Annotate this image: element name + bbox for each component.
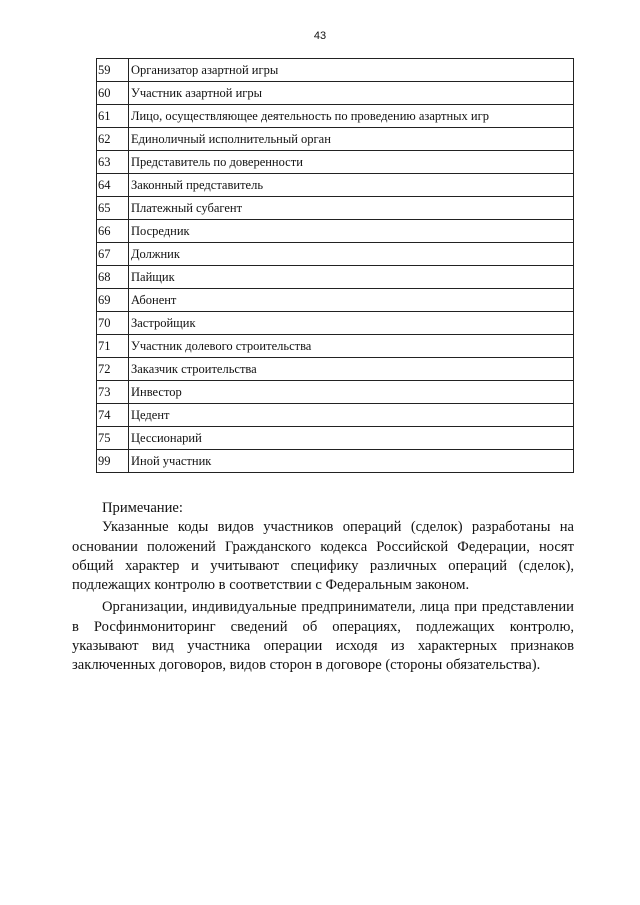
participant-description: Единоличный исполнительный орган <box>129 128 574 151</box>
table-row <box>97 312 574 335</box>
participant-code: 75 <box>97 427 129 450</box>
participant-code: 64 <box>97 174 129 197</box>
participant-description: Лицо, осуществляющее деятельность по проведению азартных игр <box>129 105 574 128</box>
note-paragraph-1: Указанные коды видов участников операций (сделок) разработаны на основании положений Гражданского кодекса Российской Федерации, носят общий характер и учитывают специфику различных операций (сделок), подлежащих контролю в соответствии с Федеральным законом. <box>72 519 574 594</box>
participant-code: 69 <box>97 289 129 312</box>
participant-description: Законный представитель <box>129 174 574 197</box>
table-row <box>97 105 574 128</box>
participant-description: Цедент <box>129 404 574 427</box>
table-row <box>97 358 574 381</box>
table-row <box>97 404 574 427</box>
participant-description: Организатор азартной игры <box>129 59 574 82</box>
table-row <box>97 197 574 220</box>
participant-code: 59 <box>97 59 129 82</box>
table-row <box>97 220 574 243</box>
participant-code: 70 <box>97 312 129 335</box>
table-row <box>97 450 574 473</box>
table-row <box>97 381 574 404</box>
note-title: Примечание: <box>102 500 183 516</box>
table-row <box>97 289 574 312</box>
table-row <box>97 335 574 358</box>
table-row <box>97 243 574 266</box>
participant-description: Инвестор <box>129 381 574 404</box>
participant-description: Пайщик <box>129 266 574 289</box>
participant-description: Посредник <box>129 220 574 243</box>
participant-description: Должник <box>129 243 574 266</box>
participant-code: 73 <box>97 381 129 404</box>
participant-description: Участник долевого строительства <box>129 335 574 358</box>
participant-description: Платежный субагент <box>129 197 574 220</box>
page-number: 43 <box>313 30 327 42</box>
table-row <box>97 174 574 197</box>
participant-code: 67 <box>97 243 129 266</box>
participant-code: 71 <box>97 335 129 358</box>
participant-description: Участник азартной игры <box>129 82 574 105</box>
participant-description: Заказчик строительства <box>129 358 574 381</box>
table-row <box>97 427 574 450</box>
participant-code: 99 <box>97 450 129 473</box>
participant-description: Цессионарий <box>129 427 574 450</box>
participant-code: 68 <box>97 266 129 289</box>
participant-description: Иной участник <box>129 450 574 473</box>
participant-description: Застройщик <box>129 312 574 335</box>
participant-code: 63 <box>97 151 129 174</box>
participant-code: 65 <box>97 197 129 220</box>
table-row <box>97 59 574 82</box>
table-row <box>97 266 574 289</box>
participant-description: Представитель по доверенности <box>129 151 574 174</box>
participant-code: 62 <box>97 128 129 151</box>
table-row <box>97 151 574 174</box>
participant-code: 60 <box>97 82 129 105</box>
note-paragraph-2: Организации, индивидуальные предприниматели, лица при представлении в Росфинмониторинг сведений об операциях, подлежащих контролю, указывают вид участника операции исходя из характерных признаков заключенных договоров, видов сторон в договоре (стороны обязательства). <box>72 599 574 674</box>
participant-code: 72 <box>97 358 129 381</box>
table-row <box>97 128 574 151</box>
note-section <box>72 499 574 676</box>
participant-codes-table <box>96 58 574 473</box>
participant-code: 66 <box>97 220 129 243</box>
participant-code: 61 <box>97 105 129 128</box>
table-row <box>97 82 574 105</box>
participant-code: 74 <box>97 404 129 427</box>
participant-description: Абонент <box>129 289 574 312</box>
